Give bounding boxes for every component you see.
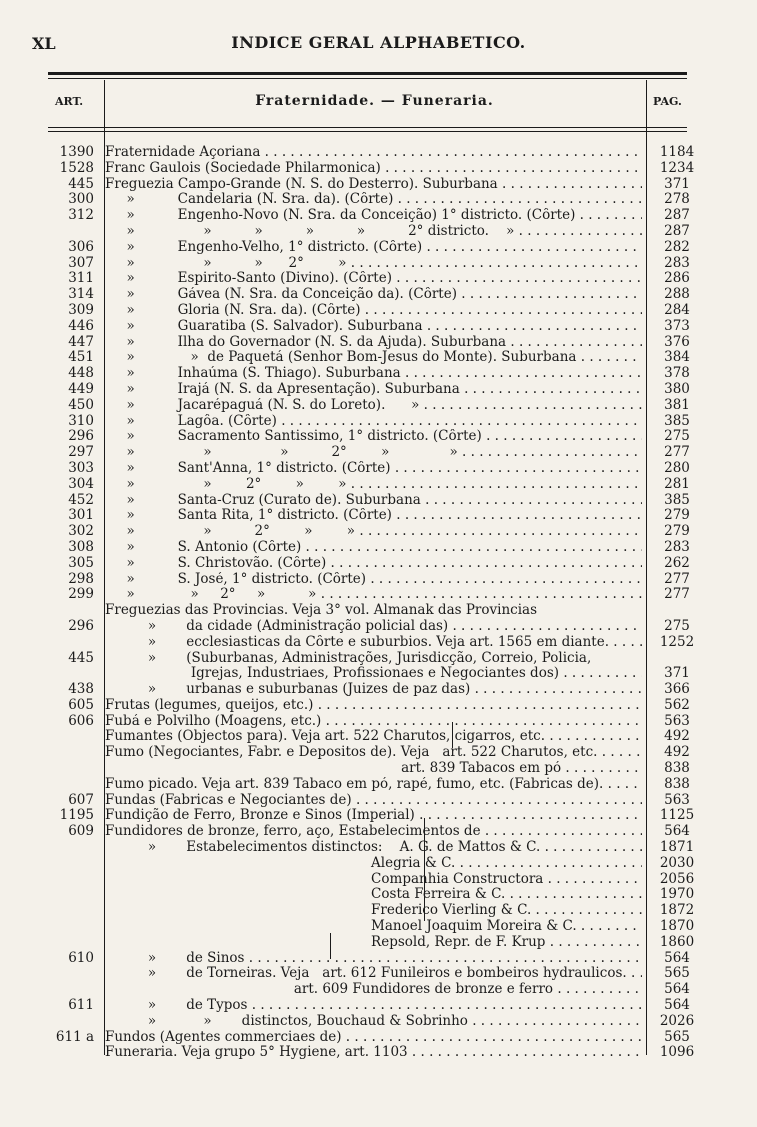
entry-text: » Sant'Anna, 1° districto. (Côrte) . . . [105, 461, 642, 477]
entry-page-number: 385 [664, 412, 690, 429]
entry-text: » Ilha do Governador (N. S. da Ajuda). Suburbana . . . [105, 335, 642, 351]
entry-text: » Inhaúma (S. Thiago). Suburbana . . . [105, 366, 642, 382]
index-entry [0, 445, 757, 461]
entry-page-number: 275 [664, 428, 690, 445]
entry-page-number: 492 [664, 744, 690, 761]
entry-text: » Santa Rita, 1° districto. (Côrte) . . . [105, 508, 642, 524]
entry-page-number: 2056 [659, 870, 695, 887]
entry-page-number: 1970 [659, 886, 695, 903]
entry-page-number: 1872 [659, 902, 695, 919]
entry-article-number: 450 [68, 396, 94, 413]
entry-page-number: 283 [664, 538, 690, 555]
entry-article-number: 311 [68, 270, 94, 287]
index-entry [0, 761, 757, 777]
entry-article-number: 448 [68, 365, 94, 382]
entry-text: » da cidade (Administração policial das) . . . [105, 619, 642, 635]
entry-page-number: 286 [664, 270, 690, 287]
index-entry [0, 808, 757, 824]
index-entry [0, 240, 757, 256]
index-entry [0, 145, 757, 161]
index-entry [0, 366, 757, 382]
index-entry [0, 382, 757, 398]
entry-text: art. 609 Fundidores de bronze e ferro . . . [105, 982, 642, 998]
top-rule-thin [48, 78, 687, 79]
entry-text: » » » 2° » » . . . [105, 445, 642, 461]
entry-text: » Estabelecimentos distinctos: A. G. de Mattos & C. . . . [105, 840, 642, 856]
entry-text: » S. Antonio (Côrte) . . . [105, 540, 642, 556]
entry-article-number: 297 [68, 444, 94, 461]
entry-text: Fubá e Polvilho (Moagens, etc.) . . . [105, 714, 642, 730]
index-entry [0, 1014, 757, 1030]
entry-article-number: 296 [68, 617, 94, 634]
entry-text: Frederico Vierling & C. . . . [105, 903, 642, 919]
entry-page-number: 838 [664, 760, 690, 777]
entry-page-number: 283 [664, 254, 690, 271]
entry-text: » Gloria (N. Sra. da). (Côrte) . . . [105, 303, 642, 319]
index-entry [0, 619, 757, 635]
page-title: INDICE GERAL ALPHABETICO. [231, 33, 526, 52]
index-entry [0, 777, 757, 793]
entry-page-number: 277 [664, 586, 690, 603]
entry-article-number: 302 [68, 523, 94, 540]
index-entry [0, 682, 757, 698]
entry-page-number: 371 [664, 665, 690, 682]
entry-page-number: 287 [664, 222, 690, 239]
entry-text: Companhia Constructora . . . [105, 872, 642, 888]
entry-text: » Sacramento Santissimo, 1° districto. (Côrte) . . . [105, 429, 642, 445]
entry-text: » urbanas e suburbanas (Juizes de paz das) . . . [105, 682, 642, 698]
entry-text: » » » » » 2° districto. » . . . [105, 224, 642, 240]
entry-page-number: 380 [664, 380, 690, 397]
index-entry [0, 572, 757, 588]
index-entry [0, 350, 757, 366]
entry-text: Repsold, Repr. de F. Krup . . . [105, 935, 642, 951]
index-entry [0, 1030, 757, 1046]
entry-page-number: 384 [664, 349, 690, 366]
index-entry [0, 919, 757, 935]
index-entry [0, 429, 757, 445]
entry-page-number: 2026 [659, 1012, 695, 1029]
index-entry [0, 256, 757, 272]
index-entry [0, 903, 757, 919]
entry-page-number: 564 [664, 823, 690, 840]
column-header-art: ART. [55, 95, 84, 108]
entry-article-number: 301 [68, 507, 94, 524]
entry-page-number: 838 [664, 775, 690, 792]
entry-article-number: 310 [68, 412, 94, 429]
index-entry [0, 714, 757, 730]
index-entry [0, 824, 757, 840]
index-entry [0, 319, 757, 335]
entry-text: Fundição de Ferro, Bronze e Sinos (Imperial) . . . [105, 808, 642, 824]
page-number: XL [32, 34, 56, 53]
entry-page-number: 1184 [659, 144, 695, 160]
entry-article-number: 303 [68, 459, 94, 476]
entry-page-number: 277 [664, 444, 690, 461]
entry-article-number: 300 [68, 191, 94, 208]
entry-page-number: 373 [664, 317, 690, 334]
entry-article-number: 306 [68, 238, 94, 255]
entry-page-number: 378 [664, 365, 690, 382]
reference-brace [452, 722, 457, 748]
entry-article-number: 438 [68, 681, 94, 698]
entry-article-number: 309 [68, 301, 94, 318]
entry-article-number: 314 [68, 286, 94, 303]
entry-page-number: 376 [664, 333, 690, 350]
entry-text: Fundas (Fabricas e Negociantes de) . . . [105, 793, 642, 809]
index-entry [0, 303, 757, 319]
entry-text: » Gávea (N. Sra. da Conceição da). (Côrte) . . . [105, 287, 642, 303]
index-entry [0, 935, 757, 951]
index-entry [0, 666, 757, 682]
entry-text: » » 2° » » . . . [105, 587, 642, 603]
entry-text: » Santa-Cruz (Curato de). Suburbana . . . [105, 493, 642, 509]
entry-article-number: 312 [68, 207, 94, 224]
index-entry [0, 540, 757, 556]
column-header-pag: PAG. [653, 95, 682, 108]
entry-page-number: 564 [664, 981, 690, 998]
index-entry [0, 729, 757, 745]
header-bottom-rule-2 [48, 131, 687, 132]
index-entries [0, 145, 757, 1061]
entry-text: » » 2° » » . . . [105, 524, 642, 540]
establishments-brace [424, 818, 429, 921]
entry-page-number: 562 [664, 696, 690, 713]
entry-page-number: 279 [664, 523, 690, 540]
entry-page-number: 564 [664, 949, 690, 966]
index-entry [0, 840, 757, 856]
entry-page-number: 1871 [659, 839, 695, 856]
entry-page-number: 287 [664, 207, 690, 224]
entry-text: » Engenho-Velho, 1° districto. (Côrte) . . . [105, 240, 642, 256]
index-entry [0, 1045, 757, 1061]
entry-article-number: 605 [68, 696, 94, 713]
index-entry [0, 556, 757, 572]
entry-article-number: 610 [68, 949, 94, 966]
index-entry [0, 872, 757, 888]
index-entry [0, 287, 757, 303]
entry-page-number: 565 [664, 965, 690, 982]
index-entry [0, 177, 757, 193]
entry-page-number: 563 [664, 791, 690, 808]
entry-page-number: 1234 [659, 159, 695, 176]
index-entry [0, 856, 757, 872]
entry-text: Fraternidade Açoriana . . . [105, 145, 642, 161]
entry-text: Funeraria. Veja grupo 5° Hygiene, art. 1103 . . . [105, 1045, 642, 1061]
entry-text: » de Typos . . . [105, 998, 642, 1014]
entry-article-number: 445 [68, 175, 94, 192]
index-entry [0, 224, 757, 240]
entry-article-number: 1195 [59, 807, 94, 824]
entry-text: Igrejas, Industriaes, Profissionaes e Negociantes dos) . . . [105, 666, 642, 682]
index-entry [0, 793, 757, 809]
entry-text: art. 839 Tabacos em pó . . . [105, 761, 642, 777]
entry-page-number: 492 [664, 728, 690, 745]
index-entry [0, 635, 757, 651]
entry-page-number: 275 [664, 617, 690, 634]
entry-article-number: 1390 [59, 144, 94, 160]
index-entry [0, 587, 757, 603]
entry-text: Alegria & C. . . . [105, 856, 642, 872]
index-entry [0, 698, 757, 714]
entry-text: » Espirito-Santo (Divino). (Côrte) . . . [105, 271, 642, 287]
entry-page-number: 1870 [659, 918, 695, 935]
index-entry [0, 271, 757, 287]
entry-page-number: 284 [664, 301, 690, 318]
entry-article-number: 308 [68, 538, 94, 555]
entry-article-number: 446 [68, 317, 94, 334]
entry-article-number: 296 [68, 428, 94, 445]
entry-text: Fumantes (Objectos para). Veja art. 522 Charutos, cigarros, etc. . . . [105, 729, 642, 745]
entry-page-number: 2030 [659, 854, 695, 871]
entry-page-number: 279 [664, 507, 690, 524]
entry-text: » » de Paquetá (Senhor Bom-Jesus do Monte). Suburbana . . . [105, 350, 642, 366]
entry-text: » S. José, 1° districto. (Côrte) . . . [105, 572, 642, 588]
entry-article-number: 307 [68, 254, 94, 271]
entry-page-number: 1860 [659, 933, 695, 950]
entry-article-number: 451 [68, 349, 94, 366]
index-entry [0, 966, 757, 982]
entry-text: » Irajá (N. S. da Apresentação). Suburbana . . . [105, 382, 642, 398]
entry-article-number: 609 [68, 823, 94, 840]
entry-text: » » » 2° » . . . [105, 256, 642, 272]
index-entry [0, 335, 757, 351]
entry-text: » S. Christovão. (Côrte) . . . [105, 556, 642, 572]
entry-text: » de Sinos . . . [105, 951, 642, 967]
index-entry [0, 524, 757, 540]
entry-text: » Guaratiba (S. Salvador). Suburbana . . . [105, 319, 642, 335]
top-rule-thick [48, 72, 687, 75]
entry-text: » » distinctos, Bouchaud & Sobrinho . . . [105, 1014, 642, 1030]
entry-article-number: 611 a [55, 1028, 94, 1045]
header-bottom-rule [48, 127, 687, 128]
entry-text: Freguezias das Provincias. Veja 3° vol. Almanak das Provincias [105, 603, 537, 619]
entry-text: Fundos (Agentes commerciaes de) . . . [105, 1030, 642, 1046]
entry-article-number: 445 [68, 649, 94, 666]
index-entry [0, 398, 757, 414]
entry-article-number: 611 [68, 997, 94, 1014]
entry-page-number: 277 [664, 570, 690, 587]
index-entry [0, 508, 757, 524]
entry-page-number: 1252 [659, 633, 695, 650]
index-entry [0, 493, 757, 509]
reference-brace-2 [330, 933, 335, 959]
entry-text: » » 2° » » . . . [105, 477, 642, 493]
entry-text: Fumo picado. Veja art. 839 Tabaco em pó, rapé, fumo, etc. (Fabricas de). . . . [105, 777, 642, 793]
entry-article-number: 298 [68, 570, 94, 587]
entry-page-number: 381 [664, 396, 690, 413]
entry-text: Fundidores de bronze, ferro, aço, Estabelecimentos de . . . [105, 824, 642, 840]
entry-article-number: 607 [68, 791, 94, 808]
entry-page-number: 288 [664, 286, 690, 303]
entry-page-number: 385 [664, 491, 690, 508]
index-entry [0, 651, 757, 667]
index-entry [0, 477, 757, 493]
index-entry [0, 951, 757, 967]
index-entry [0, 414, 757, 430]
entry-text: Costa Ferreira & C. . . . [105, 887, 642, 903]
entry-text: » Engenho-Novo (N. Sra. da Conceição) 1° districto. (Côrte) . . . [105, 208, 642, 224]
entry-page-number: 1125 [659, 807, 695, 824]
entry-page-number: 563 [664, 712, 690, 729]
index-entry [0, 208, 757, 224]
entry-article-number: 1528 [59, 159, 94, 176]
entry-page-number: 565 [664, 1028, 690, 1045]
entry-text: Manoel Joaquim Moreira & C. . . . [105, 919, 642, 935]
entry-text: » Lagôa. (Côrte) . . . [105, 414, 642, 430]
index-entry [0, 603, 757, 619]
index-entry [0, 461, 757, 477]
column-header-section: Fraternidade. — Funeraria. [255, 93, 494, 109]
entry-article-number: 299 [68, 586, 94, 603]
entry-text: » de Torneiras. Veja art. 612 Funileiros e bombeiros hydraulicos. . . . [105, 966, 642, 982]
entry-text: Freguezia Campo-Grande (N. S. do Desterro). Suburbana . . . [105, 177, 642, 193]
entry-page-number: 371 [664, 175, 690, 192]
entry-text: » Candelaria (N. Sra. da). (Côrte) . . . [105, 192, 642, 208]
index-entry [0, 998, 757, 1014]
entry-text: » Jacarépaguá (N. S. do Loreto). » . . . [105, 398, 642, 414]
entry-page-number: 366 [664, 681, 690, 698]
entry-text: » ecclesiasticas da Côrte e suburbios. Veja art. 1565 em diante. . . . [105, 635, 642, 651]
entry-text: » (Suburbanas, Administrações, Jurisdicção, Correio, Policia, [105, 650, 592, 666]
entry-article-number: 304 [68, 475, 94, 492]
index-entry [0, 887, 757, 903]
index-entry [0, 745, 757, 761]
entry-page-number: 280 [664, 459, 690, 476]
index-entry [0, 982, 757, 998]
entry-page-number: 278 [664, 191, 690, 208]
entry-text: Fumo (Negociantes, Fabr. e Depositos de). Veja art. 522 Charutos, etc. . . . [105, 745, 642, 761]
entry-page-number: 281 [664, 475, 690, 492]
entry-article-number: 305 [68, 554, 94, 571]
entry-article-number: 606 [68, 712, 94, 729]
entry-text: Franc Gaulois (Sociedade Philarmonica) . . . [105, 161, 642, 177]
entry-page-number: 1096 [659, 1044, 695, 1061]
entry-article-number: 447 [68, 333, 94, 350]
entry-article-number: 449 [68, 380, 94, 397]
entry-article-number: 452 [68, 491, 94, 508]
index-entry [0, 192, 757, 208]
entry-page-number: 564 [664, 997, 690, 1014]
index-entry [0, 161, 757, 177]
entry-page-number: 282 [664, 238, 690, 255]
entry-page-number: 262 [664, 554, 690, 571]
entry-text: Frutas (legumes, queijos, etc.) . . . [105, 698, 642, 714]
